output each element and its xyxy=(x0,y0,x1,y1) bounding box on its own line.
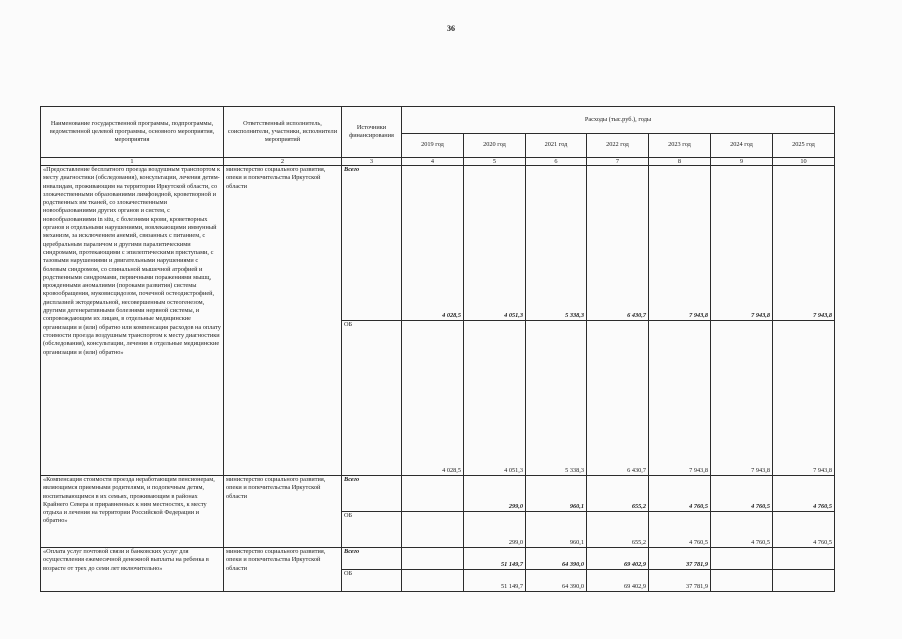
source-total-label: Всего xyxy=(342,548,402,570)
ob-value: 51 149,7 xyxy=(464,570,526,592)
total-value: 51 149,7 xyxy=(464,548,526,570)
total-value: 4 760,5 xyxy=(649,476,711,512)
measure-name: «Оплата услуг почтовой связи и банковских услуг для осуществления ежемесячной денежной выплаты на ребенка в возрасте от трех до семи лет включительно» xyxy=(41,548,224,592)
total-value xyxy=(711,548,773,570)
total-value: 69 402,9 xyxy=(587,548,649,570)
total-value: 655,2 xyxy=(587,476,649,512)
expenses-table xyxy=(40,106,835,592)
header-expenses: Расходы (тыс.руб.), годы xyxy=(402,107,835,134)
total-value: 4 028,5 xyxy=(402,166,464,321)
ob-value: 4 051,3 xyxy=(464,321,526,476)
ob-value: 299,0 xyxy=(464,512,526,548)
total-value: 4 760,5 xyxy=(773,476,835,512)
header-year: 2019 год xyxy=(402,134,464,158)
ob-value: 37 781,9 xyxy=(649,570,711,592)
total-value: 4 760,5 xyxy=(711,476,773,512)
header-year: 2024 год xyxy=(711,134,773,158)
column-number: 3 xyxy=(342,158,402,166)
ob-value xyxy=(711,570,773,592)
measure-name: «Компенсация стоимости проезда неработающим пенсионерам, являющимся приемными родителями, и подопечным детям, воспитывающимся в их семьях, проживающим в районах Крайнего Севера и приравненных к ним местностях, к месту отдыха и лечения на территории Российской Федерации и обратно» xyxy=(41,476,224,548)
total-value: 960,1 xyxy=(526,476,587,512)
column-number: 1 xyxy=(41,158,224,166)
header-year: 2022 год xyxy=(587,134,649,158)
total-value: 64 390,0 xyxy=(526,548,587,570)
column-number: 6 xyxy=(526,158,587,166)
ob-value: 655,2 xyxy=(587,512,649,548)
column-number: 5 xyxy=(464,158,526,166)
ob-value: 5 338,3 xyxy=(526,321,587,476)
column-number: 9 xyxy=(711,158,773,166)
header-year: 2025 год xyxy=(773,134,835,158)
total-value: 299,0 xyxy=(464,476,526,512)
column-number: 4 xyxy=(402,158,464,166)
ob-value: 7 943,8 xyxy=(649,321,711,476)
ob-value: 6 430,7 xyxy=(587,321,649,476)
total-value xyxy=(402,476,464,512)
column-number: 2 xyxy=(224,158,342,166)
measure-executor: министерство социального развития, опеки и попечительства Иркутской области xyxy=(224,166,342,476)
source-total-label: Всего xyxy=(342,476,402,512)
total-value: 37 781,9 xyxy=(649,548,711,570)
total-value: 5 338,3 xyxy=(526,166,587,321)
ob-value: 960,1 xyxy=(526,512,587,548)
source-total-label: Всего xyxy=(342,166,402,321)
header-year: 2020 год xyxy=(464,134,526,158)
table-row-total xyxy=(41,476,835,512)
total-value: 7 943,8 xyxy=(773,166,835,321)
ob-value: 4 760,5 xyxy=(649,512,711,548)
column-number: 7 xyxy=(587,158,649,166)
total-value: 7 943,8 xyxy=(649,166,711,321)
table-row-total xyxy=(41,548,835,570)
total-value: 7 943,8 xyxy=(711,166,773,321)
table-row-total xyxy=(41,166,835,321)
total-value: 6 430,7 xyxy=(587,166,649,321)
header-executor: Ответственный исполнитель, соисполнители, участники, исполнители мероприятий xyxy=(224,107,342,158)
source-ob-label: ОБ xyxy=(342,321,402,476)
total-value: 4 051,3 xyxy=(464,166,526,321)
measure-executor: министерство социального развития, опеки и попечительства Иркутской области xyxy=(224,548,342,592)
ob-value xyxy=(402,570,464,592)
header-name: Наименование государственной программы, подпрограммы, ведомственной целевой программы, основного мероприятия, мероприятия xyxy=(41,107,224,158)
ob-value xyxy=(773,570,835,592)
measure-name: «Предоставление бесплатного проезда воздушным транспортом к месту диагностики (обследования), консультации, лечения детям-инвалидам, проживающим на территории Иркутской области, со злокачественными образованиями лимфоидной, кроветворной и родственных им тканей, со злокачественными новообразованиями других органов и систем, с новообразованиями in situ, с болезнями крови, кроветворных органов и отдельными нарушениями, вовлекающими иммунный механизм, за исключением анемий, связанных с питанием, с церебральным параличом и другими паралитическими синдромами, протекающими с эпилептическими приступами, с тазовыми нарушениями и двигательными нарушениями с болевым синдромом, со спинальной мышечной атрофией и родственными синдромами, первичными поражениями мышц, врожденными аномалиями (пороками развития) системы кровообращения, муковисцидозом, почечной остеодистрофией, дисплазией эктодермальной, несовершенным остеогенезом, другими дегенеративными болезнями нервной системы, и сопровождающим их лицам, в отдельные медицинские организации и (или) обратно или компенсация расходов на оплату стоимости проезда воздушным транспортом к месту диагностики (обследования), консультации, лечения в отдельные медицинские организации и (или) обратно» xyxy=(41,166,224,476)
ob-value xyxy=(402,512,464,548)
source-ob-label: ОБ xyxy=(342,512,402,548)
total-value xyxy=(773,548,835,570)
ob-value: 64 390,0 xyxy=(526,570,587,592)
column-number: 10 xyxy=(773,158,835,166)
total-value xyxy=(402,548,464,570)
ob-value: 4 028,5 xyxy=(402,321,464,476)
measure-executor: министерство социального развития, опеки и попечительства Иркутской области xyxy=(224,476,342,548)
header-source: Источники финансирования xyxy=(342,107,402,158)
ob-value: 7 943,8 xyxy=(711,321,773,476)
header-year: 2023 год xyxy=(649,134,711,158)
ob-value: 7 943,8 xyxy=(773,321,835,476)
ob-value: 69 402,9 xyxy=(587,570,649,592)
header-year: 2021 год xyxy=(526,134,587,158)
ob-value: 4 760,5 xyxy=(711,512,773,548)
source-ob-label: ОБ xyxy=(342,570,402,592)
column-number: 8 xyxy=(649,158,711,166)
page-number: 36 xyxy=(447,24,455,33)
ob-value: 4 760,5 xyxy=(773,512,835,548)
